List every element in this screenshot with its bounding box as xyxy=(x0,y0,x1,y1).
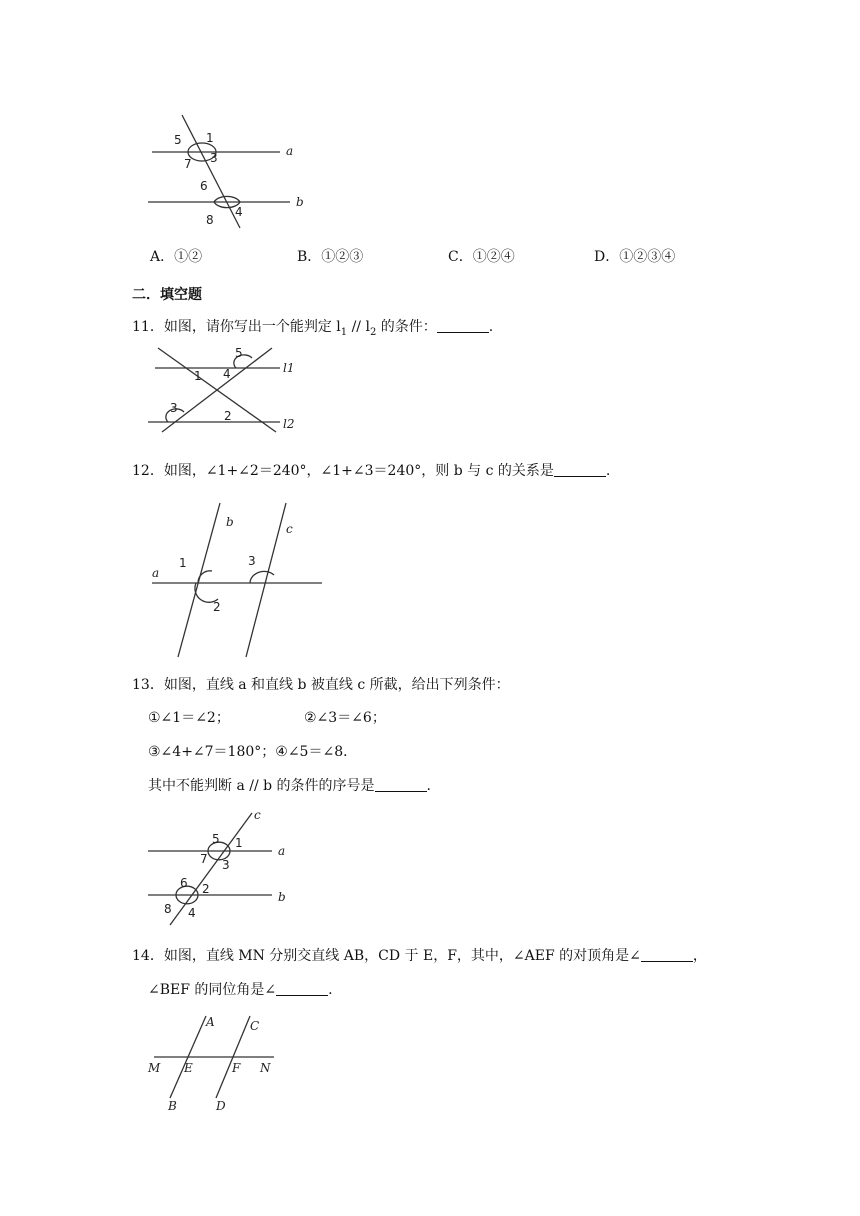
q12-figure xyxy=(140,495,340,665)
q11-label-1: 1 xyxy=(194,369,202,383)
q13-label-8: 8 xyxy=(164,902,172,916)
q13-ask-text: 其中不能判断 a // b 的条件的序号是 xyxy=(148,778,375,794)
q10-option-a[interactable] xyxy=(150,248,202,266)
q13-label-1: 1 xyxy=(235,836,243,850)
q10-label-6: 6 xyxy=(200,179,208,193)
q11-label-l2: l2 xyxy=(283,417,295,431)
option-letter: A． xyxy=(150,249,175,265)
q10-option-c[interactable] xyxy=(448,248,515,266)
q11-label-3: 3 xyxy=(170,401,178,415)
q10-label-7: 7 xyxy=(184,157,192,171)
q14-line2-end: . xyxy=(328,982,333,998)
q14-label-A: A xyxy=(206,1015,215,1029)
q11-end: . xyxy=(488,319,494,335)
q10-option-d[interactable] xyxy=(594,248,675,266)
q13-condition-2: ②∠3＝∠6； xyxy=(304,710,386,726)
option-text: ①② xyxy=(174,249,203,265)
q12-stem: 12．如图，∠1+∠2＝240°，∠1+∠3＝240°，则 b 与 c 的关系是 xyxy=(132,463,554,479)
q13-end: . xyxy=(426,778,431,794)
q11-label-4: 4 xyxy=(223,367,231,381)
option-text: ①②④ xyxy=(472,249,515,265)
q13-label-4: 4 xyxy=(188,906,196,920)
q14-label-C: C xyxy=(250,1019,260,1033)
q13-figure xyxy=(140,805,310,930)
q14-label-N: N xyxy=(260,1061,271,1075)
q12-answer-blank[interactable] xyxy=(554,462,606,477)
q14-figure xyxy=(140,1010,300,1120)
q14-label-M: M xyxy=(148,1061,161,1075)
q11-sub2: 2 xyxy=(369,326,377,338)
q11-label-2: 2 xyxy=(224,409,232,423)
q14-label-B: B xyxy=(168,1099,177,1113)
option-text: ①②③ xyxy=(321,249,364,265)
q13-label-3: 3 xyxy=(222,858,230,872)
q14-answer-blank-1[interactable] xyxy=(641,947,693,962)
q13-label-7: 7 xyxy=(200,852,208,866)
q14-line1 xyxy=(132,947,707,965)
q12-end: . xyxy=(605,463,611,479)
q11-sub1: 1 xyxy=(340,326,348,338)
q12-label-c: c xyxy=(286,522,293,536)
q13-conditions-3-4: ③∠4+∠7＝180°；④∠5＝∠8． xyxy=(148,744,358,760)
q14-answer-blank-2[interactable] xyxy=(276,981,328,996)
q11-figure xyxy=(140,340,320,450)
q12-label-3: 3 xyxy=(248,554,256,568)
q13-condition-1: ①∠1＝∠2； xyxy=(148,710,230,726)
q10-label-3: 3 xyxy=(210,151,218,165)
q13-answer-blank[interactable] xyxy=(375,777,427,792)
q10-label-b: b xyxy=(296,195,304,209)
q12-label-a: a xyxy=(152,566,160,580)
q13-stem: 13．如图，直线 a 和直线 b 被直线 c 所截，给出下列条件： xyxy=(132,677,510,693)
q13-label-5: 5 xyxy=(212,832,220,846)
q14-line1-end: ， xyxy=(692,948,707,964)
q10-label-8: 8 xyxy=(206,213,214,227)
q11-label-l1: l1 xyxy=(283,361,295,375)
q12-label-2: 2 xyxy=(213,600,221,614)
q11-post: 的条件： xyxy=(376,319,437,335)
q11-mid: // l xyxy=(347,319,370,335)
option-letter: B． xyxy=(297,249,322,265)
q13-label-c: c xyxy=(254,808,261,822)
q14-label-E: E xyxy=(184,1061,193,1075)
q14-label-F: F xyxy=(232,1061,241,1075)
q10-option-b[interactable] xyxy=(297,248,363,266)
option-text: ①②③④ xyxy=(619,249,676,265)
q11-label-5: 5 xyxy=(235,346,243,360)
q14-line2 xyxy=(148,981,333,999)
q14-line1-text: 14．如图，直线 MN 分别交直线 AB，CD 于 E，F，其中，∠AEF 的对顶角是∠ xyxy=(132,948,641,964)
option-letter: C． xyxy=(448,249,473,265)
q13-label-a: a xyxy=(278,844,286,858)
q10-figure xyxy=(140,110,320,230)
q10-label-1: 1 xyxy=(206,131,214,145)
q10-label-a: a xyxy=(286,144,294,158)
q14-label-D: D xyxy=(216,1099,226,1113)
q12-label-b: b xyxy=(226,515,234,529)
q13-label-b: b xyxy=(278,890,286,904)
q11-stem: 11．如图，请你写出一个能判定 l xyxy=(132,319,341,335)
q12-label-1: 1 xyxy=(179,556,187,570)
q11-text xyxy=(132,318,493,342)
q14-line2-text: ∠BEF 的同位角是∠ xyxy=(148,982,277,998)
section-fill-in-title: 二．填空题 xyxy=(132,287,202,303)
q13-label-6: 6 xyxy=(180,876,188,890)
option-letter: D． xyxy=(594,249,620,265)
q13-ask xyxy=(148,777,431,795)
q12-text xyxy=(132,462,610,480)
q10-label-5: 5 xyxy=(174,133,182,147)
q10-label-4: 4 xyxy=(235,205,243,219)
q11-answer-blank[interactable] xyxy=(437,318,489,333)
q13-label-2: 2 xyxy=(202,882,210,896)
